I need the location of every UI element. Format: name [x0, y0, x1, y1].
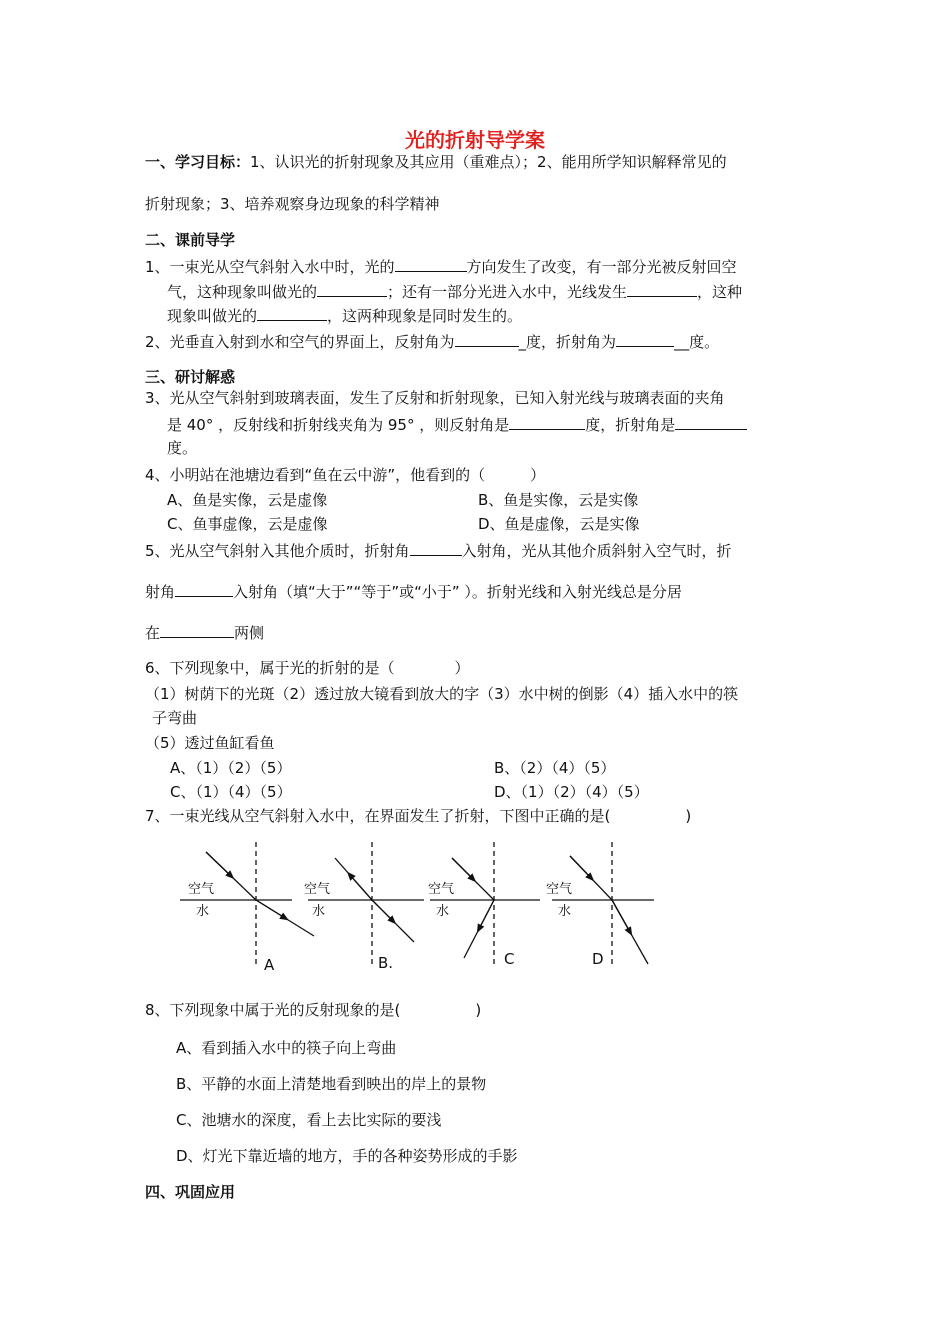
- q2-blank-1[interactable]: [455, 331, 519, 347]
- arrow-b-upper: [350, 875, 372, 900]
- q3-line-2: [167, 414, 747, 435]
- q8-option-d[interactable]: D、灯光下靠近墙的地方，手的各种姿势形成的手影: [176, 1147, 518, 1165]
- q3-text-c: 度，折射角是: [585, 416, 676, 434]
- q8-option-c[interactable]: C、池塘水的深度，看上去比实际的要浅: [176, 1111, 442, 1129]
- q6-option-b[interactable]: B、（2）（4）（5）: [494, 759, 616, 777]
- arrow-b-lower: [372, 900, 393, 921]
- q4-stem: 4、小明站在池塘边看到“鱼在云中游”，他看到的（ ）: [145, 466, 546, 484]
- q3-blank-1[interactable]: [509, 414, 585, 430]
- incident-arrow-c: [452, 858, 473, 879]
- air-label-c: 空气: [428, 882, 455, 897]
- q5-text-b: 入射角，光从其他介质斜射入空气时，折: [461, 542, 732, 560]
- q5-text-f: 两侧: [234, 624, 265, 642]
- refracted-arrow-a: [256, 900, 285, 918]
- q6-items-line-1: （1）树荫下的光斑（2）透过放大镜看到放大的字（3）水中树的倒影（4）插入水中的筷: [145, 685, 739, 703]
- objectives-line-2: 折射现象；3、培养观察身边现象的科学精神: [145, 195, 440, 213]
- q5-line-2: [145, 581, 682, 602]
- q4-option-b[interactable]: B、鱼是实像，云是实像: [478, 491, 639, 509]
- q5-text-a: 5、光从空气斜射入其他介质时，折射角: [145, 542, 410, 560]
- page-title: 光的折射导学案: [405, 128, 545, 152]
- q1-line-1: [145, 256, 737, 277]
- q4-option-a[interactable]: A、鱼是实像，云是虚像: [167, 491, 328, 509]
- air-label-b: 空气: [304, 882, 331, 897]
- q3-text-b: 是 40° ，反射线和折射线夹角为 95° ，则反射角是: [167, 416, 510, 434]
- refraction-diagram: [180, 840, 670, 980]
- diagram-label-b: B.: [378, 954, 394, 972]
- q6-option-c[interactable]: C、（1）（4）（5）: [170, 783, 292, 801]
- air-label-a: 空气: [188, 882, 215, 897]
- q6-stem: 6、下列现象中，属于光的折射的是（ ）: [145, 659, 470, 677]
- q5-blank-3[interactable]: [160, 622, 234, 638]
- section-4-heading: 四、巩固应用: [145, 1183, 236, 1201]
- q8-stem: 8、下列现象中属于光的反射现象的是( ): [145, 1001, 482, 1019]
- q5-line-1: [145, 540, 732, 561]
- q2-text-b: _度，折射角为: [518, 333, 617, 351]
- q5-blank-1[interactable]: [410, 540, 462, 556]
- section-1-heading: 一、学习目标：: [145, 153, 251, 171]
- q1-line-3: [167, 305, 522, 326]
- q5-text-e: 在: [145, 624, 161, 642]
- q1-blank-3[interactable]: [627, 281, 697, 297]
- q1-text-d: ；还有一部分光进入水中，光线发生: [387, 283, 628, 301]
- q6-option-a[interactable]: A、（1）（2）（5）: [170, 759, 292, 777]
- q8-option-b[interactable]: B、平静的水面上清楚地看到映出的岸上的景物: [176, 1075, 487, 1093]
- water-label-c: 水: [436, 904, 450, 919]
- water-label-a: 水: [196, 904, 210, 919]
- air-label-d: 空气: [546, 882, 573, 897]
- q5-blank-2[interactable]: [175, 581, 233, 597]
- q3-line-3: 度。: [167, 439, 198, 457]
- q5-line-3: [145, 622, 264, 643]
- incident-arrow-d: [570, 856, 591, 878]
- q1-text-f: 现象叫做光的: [167, 307, 258, 325]
- incident-arrow-a: [206, 852, 231, 876]
- diagram-label-a: A: [264, 956, 275, 974]
- q5-text-c: 射角: [145, 583, 176, 601]
- q2-text-a: 2、光垂直入射到水和空气的界面上，反射角为: [145, 333, 455, 351]
- q1-blank-4[interactable]: [257, 305, 327, 321]
- q4-option-c[interactable]: C、鱼事虚像，云是虚像: [167, 515, 328, 533]
- q3-blank-2[interactable]: [675, 414, 747, 430]
- q1-text-g: ，这两种现象是同时发生的。: [327, 307, 523, 325]
- water-label-d: 水: [558, 904, 572, 919]
- section-3-heading: 三、研讨解惑: [145, 368, 236, 386]
- q6-items-line-3: （5）透过鱼缸看鱼: [145, 734, 275, 752]
- q1-text-a: 1、一束光从空气斜射入水中时，光的: [145, 258, 395, 276]
- diagram-label-c: C: [504, 950, 515, 968]
- q2-text-c: __度。: [674, 333, 720, 351]
- q2-blank-2[interactable]: [616, 331, 674, 347]
- q1-blank-1[interactable]: [395, 256, 467, 272]
- q1-text-e: ，这种: [697, 283, 743, 301]
- q6-option-d[interactable]: D、（1）（2）（4）（5）: [494, 783, 649, 801]
- q1-line-2: [167, 281, 742, 302]
- refracted-arrow-c: [479, 900, 494, 929]
- q3-line-1: 3、光从空气斜射到玻璃表面，发生了反射和折射现象，已知入射光线与玻璃表面的夹角: [145, 389, 725, 407]
- q1-text-b: 方向发生了改变，有一部分光被反射回空: [466, 258, 737, 276]
- q8-option-a[interactable]: A、看到插入水中的筷子向上弯曲: [176, 1039, 397, 1057]
- q6-items-line-2: 子弯曲: [152, 709, 198, 727]
- q1-text-c: 气，这种现象叫做光的: [167, 283, 318, 301]
- diagram-label-d: D: [592, 950, 604, 968]
- section-2-heading: 二、课前导学: [145, 231, 236, 249]
- q4-option-d[interactable]: D、鱼是虚像，云是实像: [478, 515, 640, 533]
- refracted-arrow-d: [612, 900, 630, 932]
- water-label-b: 水: [312, 904, 326, 919]
- q5-text-d: 入射角（填“大于”“等于”或“小于” ）。折射光线和入射光线总是分居: [233, 583, 682, 601]
- objectives-line-1: [145, 152, 727, 172]
- q7-stem: 7、一束光线从空气斜射入水中，在界面发生了折射，下图中正确的是( ): [145, 807, 692, 825]
- objectives-text-1: 1、认识光的折射现象及其应用（重难点）；2、能用所学知识解释常见的: [250, 153, 727, 171]
- q2-line: [145, 331, 719, 352]
- q1-blank-2[interactable]: [317, 281, 387, 297]
